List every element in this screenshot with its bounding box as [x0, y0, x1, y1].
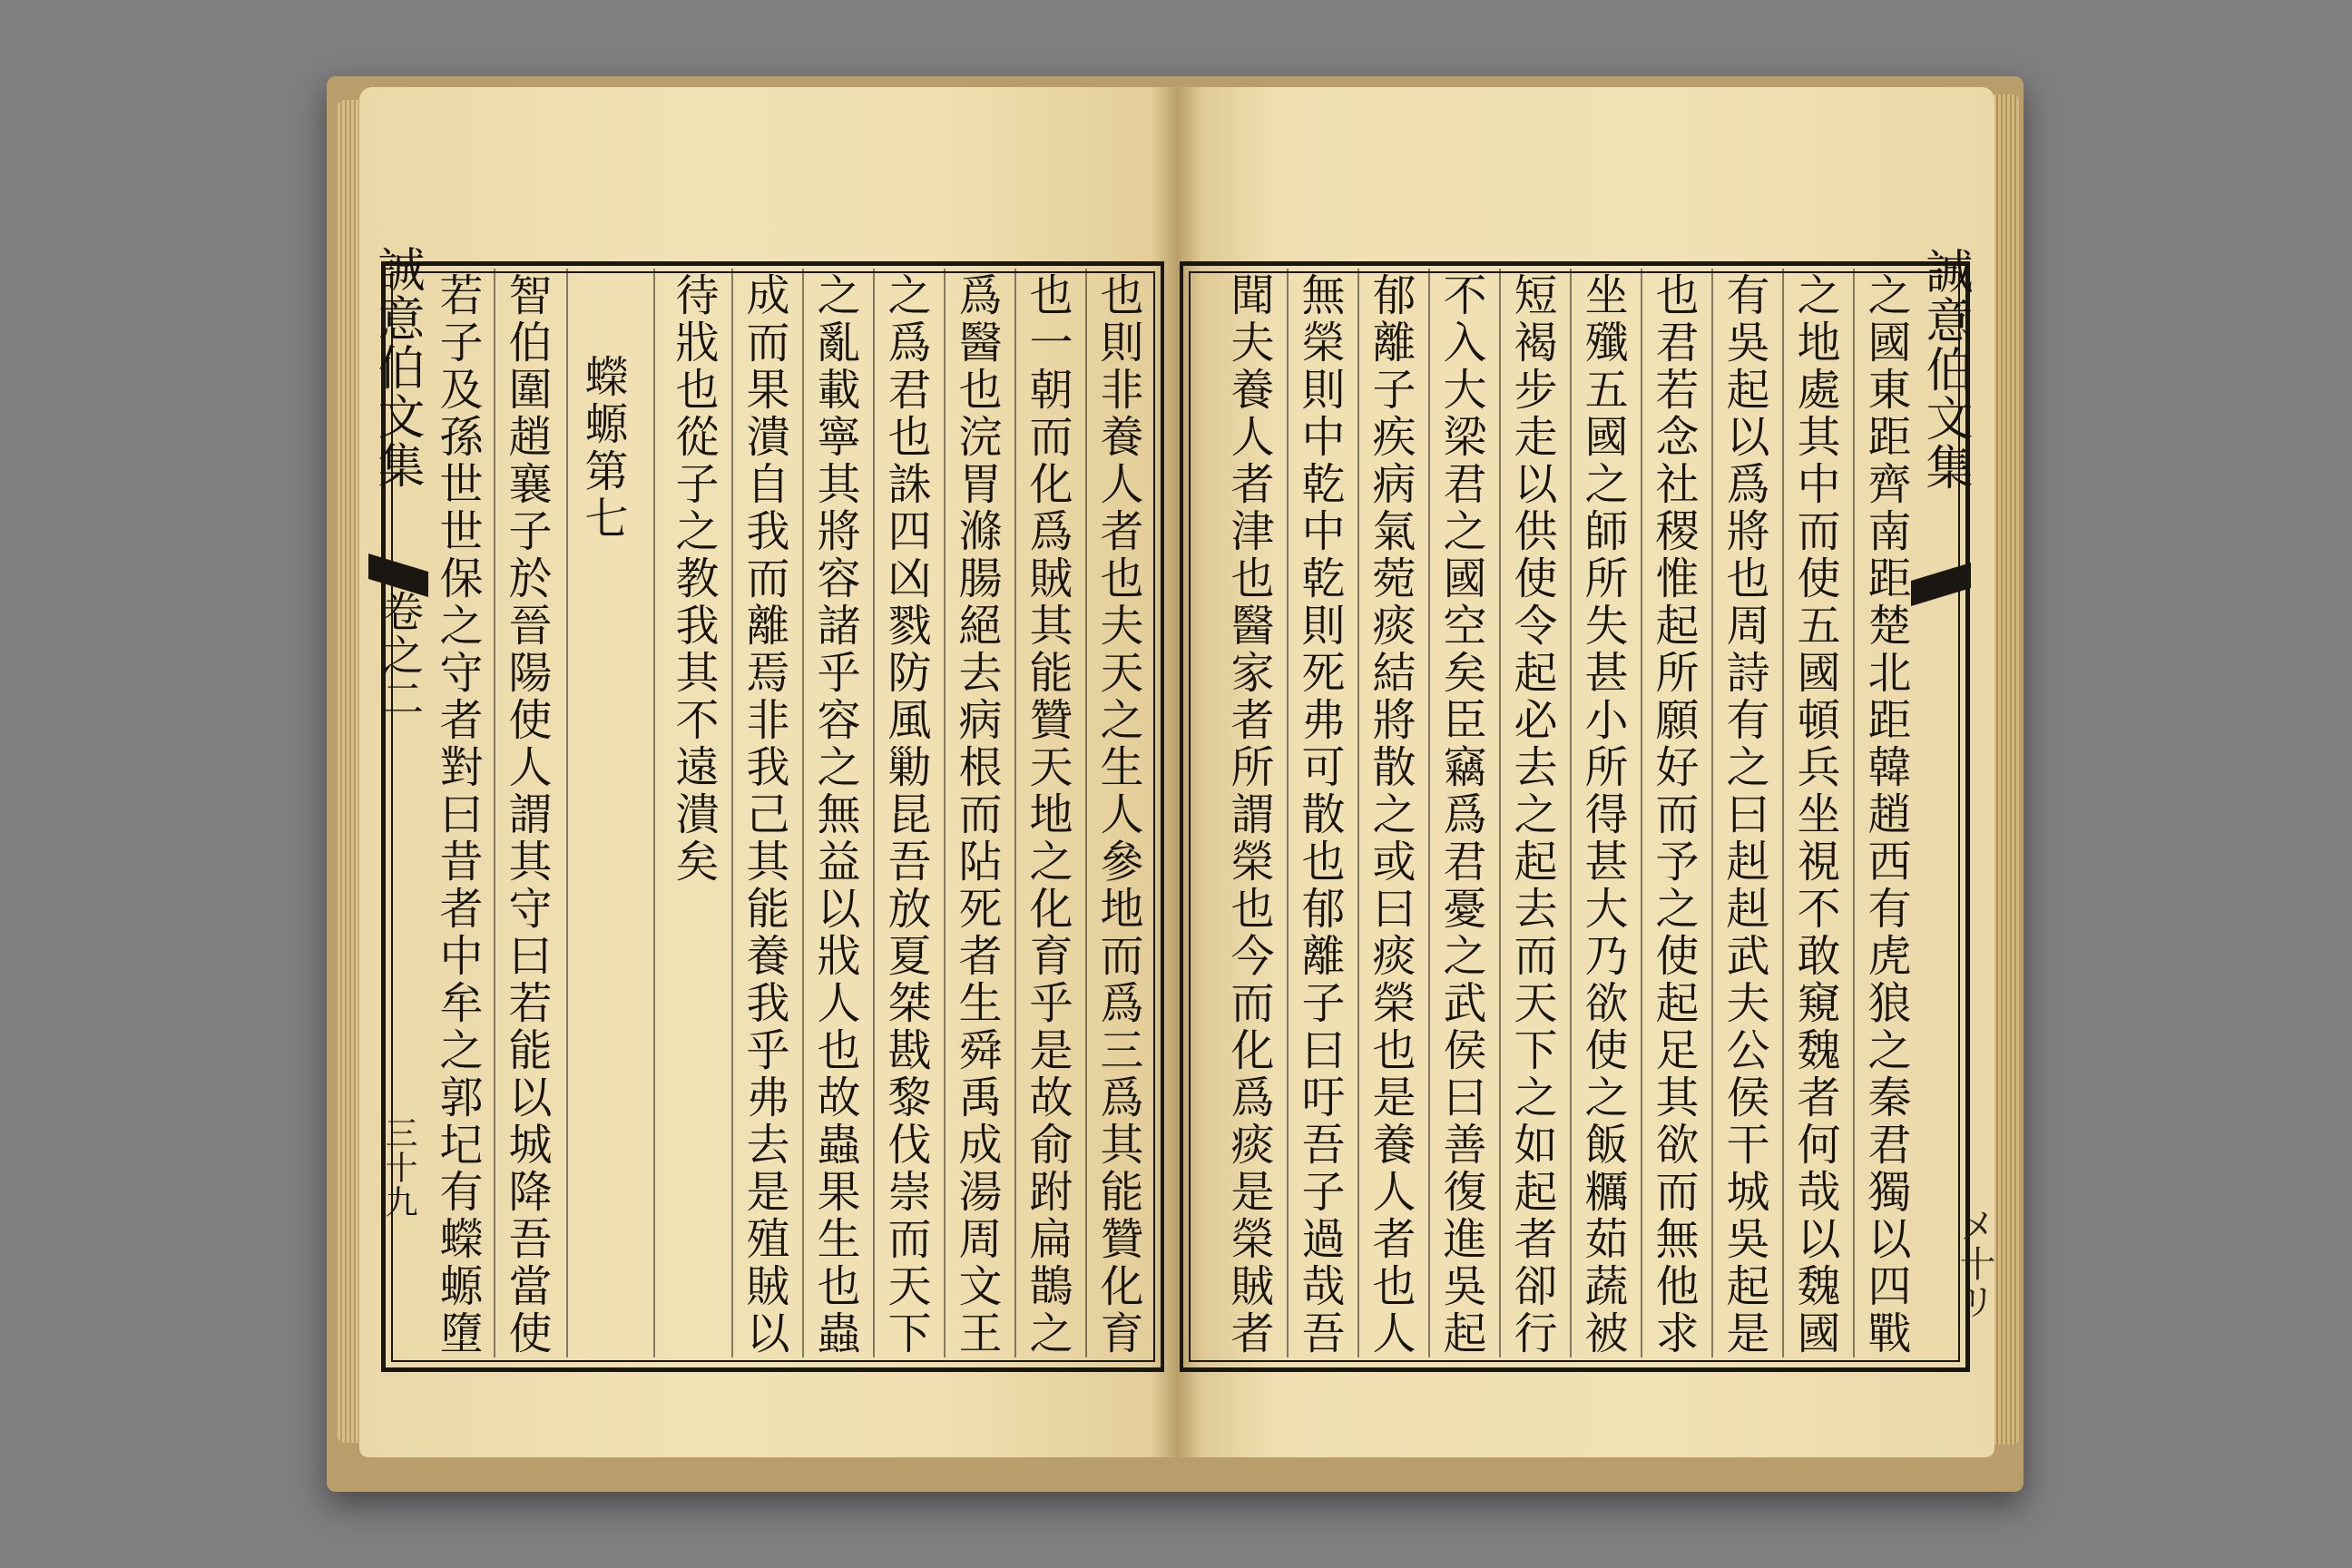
left-column-4: 之爲君也誅四凶戮防風勦昆吾放夏桀戡黎伐崇而天下: [880, 272, 931, 1357]
column-rule: [1014, 269, 1016, 1357]
left-column-7: 待戕也從子之教我其不遠潰矣: [668, 272, 719, 886]
left-column-10: 若子及孫世世保之守者對曰昔者中牟之郭圮有蠑螈墮: [432, 272, 483, 1357]
right-column-2: 之地處其中而使五國頓兵坐視不敢窺魏者何哉以魏國: [1789, 272, 1840, 1357]
right-column-1: 之國東距齊南距楚北距韓趙西有虎狼之秦君獨以四戰: [1860, 272, 1911, 1357]
left-margin-title: 誠意伯文集: [369, 245, 424, 490]
left-column-9: 智伯圍趙襄子於晉陽使人謂其守曰若能以城降吾當使: [501, 272, 552, 1357]
right-margin-title: 誠意伯文集: [1917, 247, 1972, 492]
left-column-2: 也一朝而化爲賊其能贊天地之化育乎是故俞跗扁鵲之: [1022, 272, 1073, 1357]
fish-tail-icon: [1911, 563, 1971, 606]
column-rule: [731, 269, 733, 1357]
left-column-6: 成而果潰自我而離焉非我己其能養我乎弗去是殖賊以: [739, 272, 789, 1357]
right-column-3: 有吳起以爲將也周詩有之曰赳赳武夫公侯干城吳起是: [1719, 272, 1769, 1357]
column-rule: [944, 269, 946, 1357]
column-rule: [1711, 269, 1713, 1357]
column-rule: [1499, 269, 1501, 1357]
right-margin-strip: [1907, 247, 1972, 1363]
right-column-8: 郁離子疾病氣菀痰結將散之或曰痰榮也是養人者也人: [1365, 272, 1416, 1357]
column-rule: [1782, 269, 1784, 1357]
column-rule: [1357, 269, 1359, 1357]
left-column-5: 之亂載寧其將容諸乎容之無益以戕人也故蟲果生也蟲: [809, 272, 860, 1357]
column-rule: [1570, 269, 1572, 1357]
column-rule: [494, 269, 495, 1357]
column-rule: [1853, 269, 1855, 1357]
column-rule: [1085, 269, 1087, 1357]
right-column-7: 不入大梁君之國空矣臣竊爲君憂之武侯曰善復進吳起: [1436, 272, 1486, 1357]
left-column-1: 也則非養人者也夫天之生人參地而爲三爲其能贊化育: [1093, 272, 1143, 1357]
left-margin-page-number: 三十九: [380, 1116, 417, 1220]
column-rule: [1641, 269, 1642, 1357]
chapter-heading: 蠑螈第七: [577, 354, 628, 543]
column-rule: [873, 269, 875, 1357]
column-rule: [653, 269, 655, 1357]
right-column-5: 坐殲五國之師所失甚小所得甚大乃欲使之飯糲茹蔬被: [1577, 272, 1628, 1357]
right-column-6: 短褐步走以供使令起必去之起去而天下之如起者卻行: [1506, 272, 1557, 1357]
right-column-10: 聞夫養人者津也醫家者所謂榮也今而化爲痰是榮賊者: [1223, 272, 1274, 1357]
right-column-4: 也君若念社稷惟起所願好而予之使起足其欲而無他求: [1648, 272, 1699, 1357]
right-page-colophon: メ十リ: [1954, 1207, 1995, 1321]
left-column-3: 爲醫也浣胃滌腸絕去病根而阽死者生舜禹成湯周文王: [951, 272, 1002, 1357]
column-rule: [802, 269, 804, 1357]
left-margin-volume: 卷之二: [376, 590, 425, 720]
right-column-9: 無榮則中乾中乾則死弗可散也郁離子曰吁吾子過哉吾: [1294, 272, 1345, 1357]
left-margin-strip: [363, 245, 426, 1363]
column-rule: [566, 269, 568, 1357]
column-rule: [1428, 269, 1430, 1357]
column-rule: [1287, 269, 1289, 1357]
